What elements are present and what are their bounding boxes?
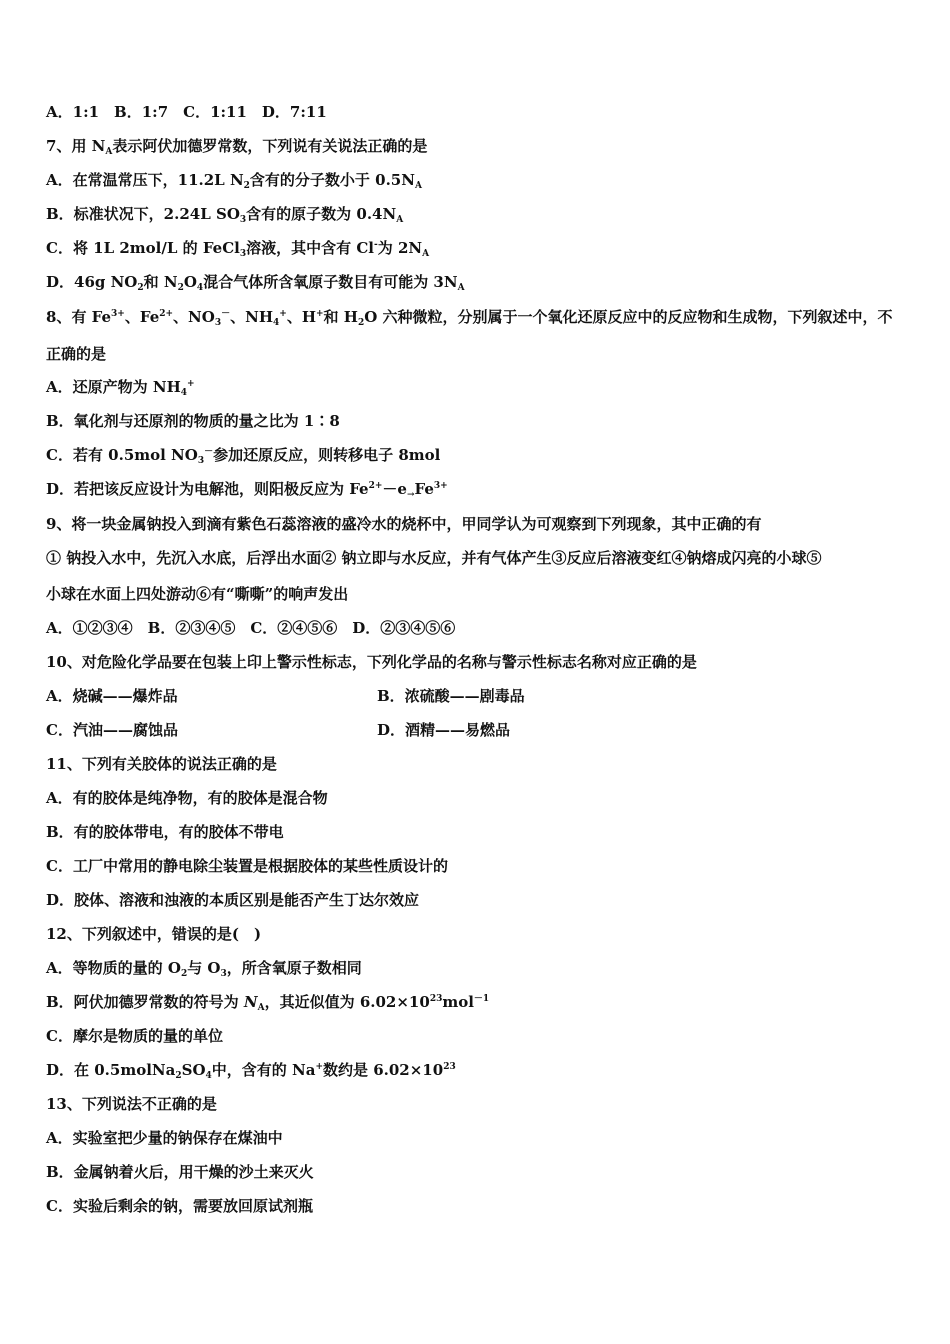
q7-stem: 7、用 $N_A$表示阿伏加德罗常数，下列说有关说法正确的是 [46,137,428,157]
q8-stem-cont: 正确的是 [46,345,107,363]
q11-option-c: C．工厂中常用的静电除尘装置是根据胶体的某些性质设计的 [46,857,448,875]
q7-option-a: A．在常温常压下，11.2L $N_2$含有的分子数小于 $0.5N_A$ [46,171,422,191]
q13-option-c: C．实验后剩余的钠，需要放回原试剂瓶 [46,1197,313,1215]
q10-option-d: D．酒精——易燃品 [377,721,511,739]
q10-options-cd [46,720,906,740]
q7-option-c: C．将 1L 2mol/L 的 FeCl$_3$溶液，其中含有 Cl-为 $2N_A$ [46,239,430,259]
q8-option-a: A．还原产物为 $NH_4^+$ [46,378,195,398]
q9-statements-cont: 小球在水面上四处游动⑥有“嘶嘶”的响声发出 [46,585,349,603]
q13-option-b: B．金属钠着火后，用干燥的沙土来灭火 [46,1163,314,1181]
q10-option-a: A．烧碱——爆炸品 [46,687,178,705]
q12-option-b: B．阿伏加德罗常数的符号为 $N_A$，其近似值为 $6.02\times 10^{23}mol^{-1}$ [46,993,490,1013]
q12-stem: 12、下列叙述中，错误的是( ) [46,925,262,943]
q9-statements: ① 钠投入水中，先沉入水底，后浮出水面② 钠立即与水反应，并有气体产生③反应后溶液变红④钠熔成闪亮的小球⑤ [46,549,822,567]
q13-stem: 13、下列说法不正确的是 [46,1095,217,1113]
q9-stem: 9、将一块金属钠投入到滴有紫色石蕊溶液的盛冷水的烧杯中，甲同学认为可观察到下列现象，其中正确的有 [46,515,762,533]
q8-stem: 8、有 $Fe^{3+}$、$Fe^{2+}$、$NO_3^-$、$NH_4^+$、H+和 $H_2O$ 六种微粒，分别属于一个氧化还原反应中的反应物和生成物，下列叙述中，不 [46,308,893,328]
q10-option-c: C．汽油——腐蚀品 [46,721,178,739]
q7-option-d: D．46g $NO_2$和 $N_2O_4$混合气体所含氧原子数目有可能为 $3N_A$ [46,273,465,293]
q12-option-c: C．摩尔是物质的量的单位 [46,1027,223,1045]
q8-option-b: B．氧化剂与还原剂的物质的量之比为 1∶8 [46,412,340,430]
q10-option-b: B．浓硫酸——剧毒品 [377,687,525,705]
q12-option-d: D．在 $0.5molNa_2SO_4$中，含有的 Na+数约是 $6.02\times 10^{23}$ [46,1061,456,1081]
q11-option-d: D．胶体、溶液和浊液的本质区别是能否产生丁达尔效应 [46,891,420,909]
q11-option-b: B．有的胶体带电，有的胶体不带电 [46,823,284,841]
q8-option-c: C．若有 0.5mol $NO_3^-$参加还原反应，则转移电子 8mol [46,446,441,466]
q10-stem: 10、对危险化学品要在包装上印上警示性标志，下列化学品的名称与警示性标志名称对应正确的是 [46,653,697,671]
q8-option-d: D．若把该反应设计为电解池，则阳极反应为 $Fe^{2+}-e_\to Fe^{3+}$ [46,480,448,500]
q10-options-ab [46,686,906,706]
q11-option-a: A．有的胶体是纯净物，有的胶体是混合物 [46,789,328,807]
q9-options: A．①②③④ B．②③④⑤ C．②④⑤⑥ D．②③④⑤⑥ [46,619,456,637]
q7-option-b: B．标准状况下，2.24L $SO_3$含有的原子数为 $0.4N_A$ [46,205,404,225]
q6-options: A．1:1 B．1:7 C．1:11 D．7:11 [46,103,327,121]
q11-stem: 11、下列有关胶体的说法正确的是 [46,755,277,773]
q12-option-a: A．等物质的量的 $O_2$与 $O_3$，所含氧原子数相同 [46,959,362,979]
q13-option-a: A．实验室把少量的钠保存在煤油中 [46,1129,283,1147]
